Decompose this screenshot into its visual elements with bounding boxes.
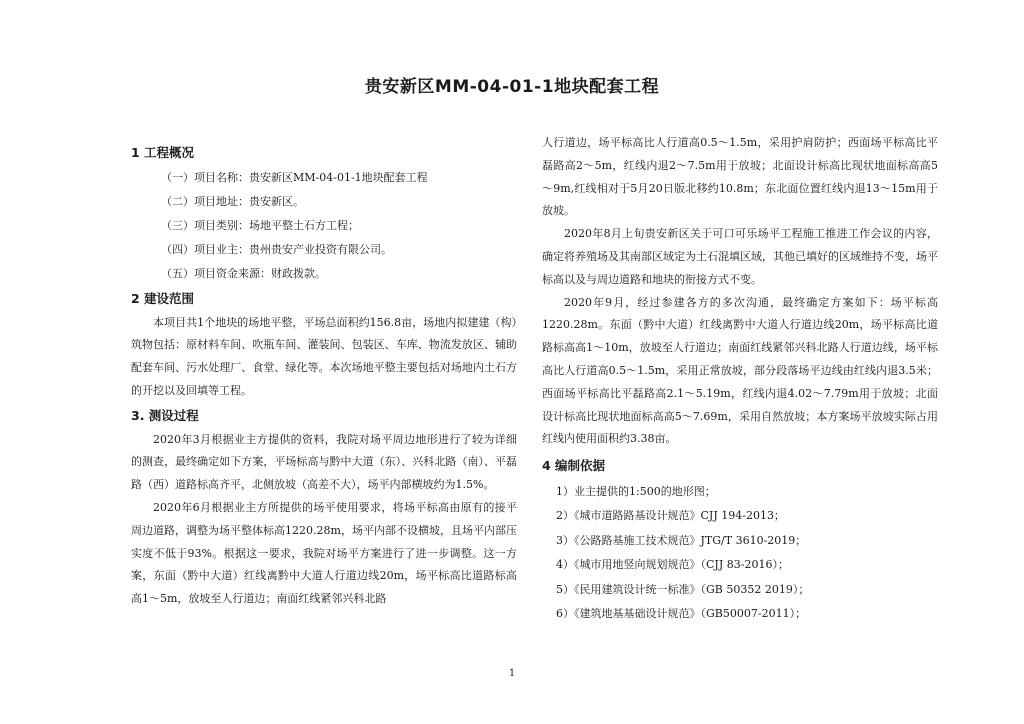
survey-paragraph-march: 2020年3月根据业主方提供的资料，我院对场平周边地形进行了较为详细的测查，最终确定如下方案，平场标高与黔中大道（东）、兴科北路（南）、平磊路（西）道路标高齐平，北侧放坡（高差不大），场平内部横坡约为1.5%。	[131, 432, 517, 492]
document-title: 贵安新区MM-04-01-1地块配套工程	[364, 77, 660, 97]
basis-item: 6）《建筑地基基础设计规范》（GB50007-2011）；	[556, 607, 807, 621]
survey-paragraph-june-continued: 人行道边，场平标高比人行道高0.5～1.5m，采用护肩防护；西面场平标高比平磊路高2～5m，红线内退2～7.5m用于放坡；北面设计标高比现状地面标高高5～9m,红线相对于5月20日版北移约10.8m；东北面位置红线内退13～15m用于放坡。	[542, 136, 938, 218]
overview-item-funding: （五）项目资金来源：财政拨款。	[161, 266, 326, 280]
overview-item-name: （一）项目名称：贵安新区MM-04-01-1地块配套工程	[161, 170, 428, 184]
overview-item-address: （二）项目地址：贵安新区。	[161, 194, 304, 208]
survey-paragraph-august: 2020年8月上旬贵安新区关于可口可乐场平工程施工推进工作会议的内容，确定将养殖场及其南部区域定为土石混填区域，其他已填好的区域维持不变，场平标高以及与周边道路和地块的衔接方式不变。	[542, 227, 938, 286]
right-column	[542, 132, 938, 627]
overview-item-owner: （四）项目业主：贵州贵安产业投资有限公司。	[161, 242, 392, 256]
section-heading-survey: 3. 测设过程	[131, 407, 199, 423]
overview-item-category: （三）项目类别：场地平整土石方工程；	[161, 218, 359, 232]
section-heading-basis: 4 编制依据	[542, 458, 606, 474]
section-heading-overview: 1 工程概况	[131, 145, 195, 160]
section-heading-scope: 2 建设范围	[131, 290, 195, 306]
basis-item: 3）《公路路基施工技术规范》JTG/T 3610-2019；	[556, 533, 807, 547]
basis-item: 4）《城市用地竖向规划规范》（CJJ 83-2016）；	[556, 558, 789, 572]
basis-item: 1）业主提供的1:500的地形图；	[556, 484, 716, 498]
survey-paragraph-september: 2020年9月，经过参建各方的多次沟通，最终确定方案如下：场平标高1220.28m。东面（黔中大道）红线离黔中大道人行道边线20m，场平标高比道路标高高1～10m，放坡至人行道边；南面红线紧邻兴科北路人行道边线，场平标高比人行道高0.5～1.5m，采用正常放坡，部分段落场平边线由红线内退3.5米；西面场平标高比平磊路高2.1～5.19m，红线内退4.02～7.79m用于放坡；北面设计标高比现状地面标高高5～7.69m，采用自然放坡；本方案场平放坡实际占用红线内使用面积约3.38亩。	[542, 295, 938, 446]
survey-paragraph-june: 2020年6月根据业主方所提供的场平使用要求，将场平标高由原有的接平周边道路，调整为场平整体标高1220.28m，场平内部不设横坡，且场平内部压实度不低于93%。根据这一要求，我院对场平方案进行了进一步调整。这一方案，东面（黔中大道）红线离黔中大道人行道边线20m，场平标高比道路标高高1～5m，放坡至人行道边；南面红线紧邻兴科北路	[131, 500, 517, 606]
basis-item: 5）《民用建筑设计统一标准》（GB 50352 2019）；	[556, 582, 810, 596]
left-column	[131, 140, 517, 611]
page-number: 1	[508, 668, 516, 679]
basis-item: 2）《城市道路路基设计规范》CJJ 194-2013；	[556, 509, 785, 523]
scope-paragraph: 本项目共1个地块的场地平整，平场总面积约156.8亩，场地内拟建建（构）筑物包括：原材料车间、吹瓶车间、灌装间、包装区、车库、物流发放区、辅助配套车间、污水处理厂、食堂、绿化等。本次场地平整主要包括对场地内土石方的开挖以及回填等工程。	[131, 315, 517, 397]
